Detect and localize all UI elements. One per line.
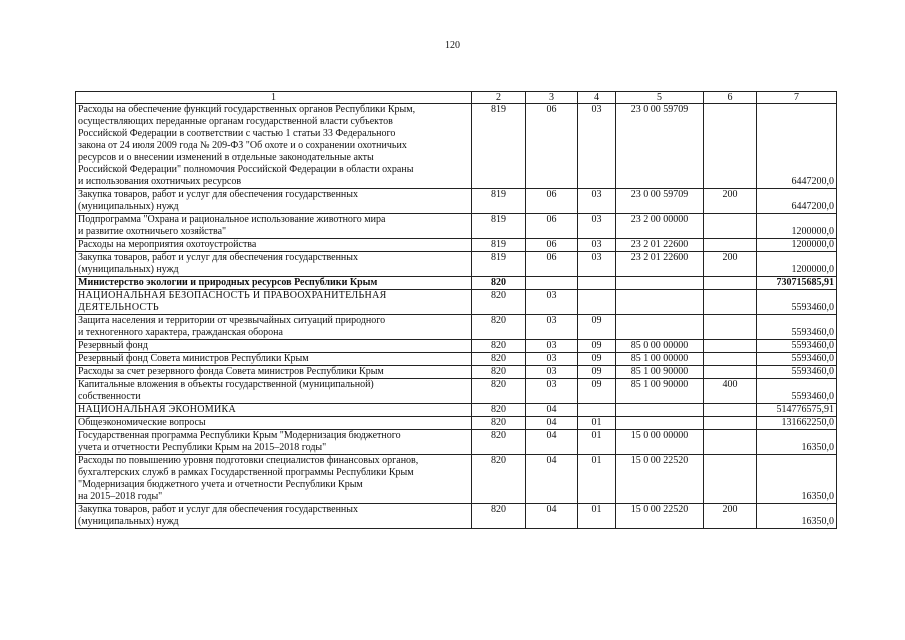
ministry-code: 820 bbox=[472, 315, 526, 340]
header-cell: 7 bbox=[757, 92, 837, 104]
table-row bbox=[76, 379, 837, 404]
header-cell: 1 bbox=[76, 92, 472, 104]
section-code: 03 bbox=[526, 340, 578, 353]
description-line: Государственная программа Республики Крым "Модернизация бюджетного bbox=[78, 430, 401, 441]
table-row bbox=[76, 417, 837, 430]
description-line: Защита населения и территории от чрезвычайных ситуаций природного bbox=[78, 315, 386, 326]
ministry-code: 819 bbox=[472, 189, 526, 214]
ministry-code: 819 bbox=[472, 252, 526, 277]
row-description bbox=[76, 379, 472, 404]
description-line: Расходы на обеспечение функций государственных органов Республики Крым, bbox=[78, 104, 416, 115]
table-row bbox=[76, 252, 837, 277]
ministry-code: 820 bbox=[472, 504, 526, 529]
row-description bbox=[76, 290, 472, 315]
description-line: Закупка товаров, работ и услуг для обеспечения государственных bbox=[78, 189, 359, 200]
subsection-code: 03 bbox=[578, 214, 616, 239]
description-line: НАЦИОНАЛЬНАЯ БЕЗОПАСНОСТЬ И ПРАВООХРАНИТЕЛЬНАЯ bbox=[78, 290, 387, 301]
amount: 5593460,0 bbox=[757, 290, 837, 315]
table-row bbox=[76, 104, 837, 189]
amount: 1200000,0 bbox=[757, 239, 837, 252]
section-code: 03 bbox=[526, 315, 578, 340]
row-description bbox=[76, 315, 472, 340]
table-row bbox=[76, 430, 837, 455]
subsection-code: 09 bbox=[578, 353, 616, 366]
section-code: 06 bbox=[526, 214, 578, 239]
target-article-code bbox=[616, 290, 704, 315]
budget-table bbox=[75, 91, 837, 529]
row-description bbox=[76, 417, 472, 430]
table-row bbox=[76, 214, 837, 239]
expense-type-code: 200 bbox=[704, 504, 757, 529]
subsection-code: 01 bbox=[578, 417, 616, 430]
section-code: 06 bbox=[526, 252, 578, 277]
subsection-code: 03 bbox=[578, 252, 616, 277]
ministry-code: 820 bbox=[472, 417, 526, 430]
amount: 1200000,0 bbox=[757, 252, 837, 277]
subsection-code bbox=[578, 277, 616, 290]
expense-type-code: 400 bbox=[704, 379, 757, 404]
subsection-code: 09 bbox=[578, 379, 616, 404]
description-line: учета и отчетности Республики Крым на 2015–2018 годы" bbox=[78, 442, 327, 453]
description-line: (муниципальных) нужд bbox=[78, 201, 179, 212]
expense-type-code bbox=[704, 315, 757, 340]
row-description bbox=[76, 252, 472, 277]
table-header-row bbox=[76, 92, 837, 104]
expense-type-code bbox=[704, 417, 757, 430]
subsection-code bbox=[578, 404, 616, 417]
amount: 1200000,0 bbox=[757, 214, 837, 239]
expense-type-code bbox=[704, 277, 757, 290]
table-row bbox=[76, 504, 837, 529]
description-line: бухгалтерских служб в рамках Государственной программы Республики Крым bbox=[78, 467, 414, 478]
description-line: НАЦИОНАЛЬНАЯ ЭКОНОМИКА bbox=[78, 404, 236, 415]
row-description bbox=[76, 340, 472, 353]
section-code: 04 bbox=[526, 430, 578, 455]
target-article-code bbox=[616, 277, 704, 290]
target-article-code: 85 1 00 00000 bbox=[616, 353, 704, 366]
description-line: Капитальные вложения в объекты государственной (муниципальной) bbox=[78, 379, 374, 390]
expense-type-code: 200 bbox=[704, 252, 757, 277]
subsection-code: 09 bbox=[578, 315, 616, 340]
description-line: и техногенного характера, гражданская оборона bbox=[78, 327, 283, 338]
ministry-code: 820 bbox=[472, 430, 526, 455]
description-line: "Модернизация бюджетного учета и отчетности Республики Крым bbox=[78, 479, 363, 490]
description-line: Закупка товаров, работ и услуг для обеспечения государственных bbox=[78, 504, 359, 515]
ministry-code: 820 bbox=[472, 455, 526, 504]
row-description bbox=[76, 404, 472, 417]
amount: 5593460,0 bbox=[757, 366, 837, 379]
ministry-code: 820 bbox=[472, 404, 526, 417]
description-line: Министерство экологии и природных ресурсов Республики Крым bbox=[78, 277, 378, 288]
target-article-code: 23 0 00 59709 bbox=[616, 189, 704, 214]
target-article-code: 85 1 00 90000 bbox=[616, 366, 704, 379]
section-code: 04 bbox=[526, 455, 578, 504]
expense-type-code: 200 bbox=[704, 189, 757, 214]
amount: 514776575,91 bbox=[757, 404, 837, 417]
section-code: 04 bbox=[526, 417, 578, 430]
description-line: собственности bbox=[78, 391, 141, 402]
expense-type-code bbox=[704, 455, 757, 504]
ministry-code: 820 bbox=[472, 379, 526, 404]
subsection-code: 09 bbox=[578, 366, 616, 379]
description-line: и использования охотничьих ресурсов bbox=[78, 176, 242, 187]
description-line: Российской Федерации в соответствии с частью 1 статьи 33 Федерального bbox=[78, 128, 396, 139]
header-cell: 2 bbox=[472, 92, 526, 104]
row-description bbox=[76, 455, 472, 504]
amount: 5593460,0 bbox=[757, 340, 837, 353]
amount: 6447200,0 bbox=[757, 189, 837, 214]
table-row bbox=[76, 315, 837, 340]
amount: 16350,0 bbox=[757, 455, 837, 504]
target-article-code: 85 1 00 90000 bbox=[616, 379, 704, 404]
expense-type-code bbox=[704, 239, 757, 252]
subsection-code: 01 bbox=[578, 455, 616, 504]
description-line: ДЕЯТЕЛЬНОСТЬ bbox=[78, 302, 159, 313]
subsection-code: 09 bbox=[578, 340, 616, 353]
table-row bbox=[76, 366, 837, 379]
table-row bbox=[76, 277, 837, 290]
section-code: 03 bbox=[526, 366, 578, 379]
page-number: 120 bbox=[445, 40, 460, 51]
amount: 730715685,91 bbox=[757, 277, 837, 290]
ministry-code: 820 bbox=[472, 366, 526, 379]
ministry-code: 820 bbox=[472, 340, 526, 353]
table-row bbox=[76, 340, 837, 353]
section-code: 06 bbox=[526, 104, 578, 189]
row-description bbox=[76, 104, 472, 189]
ministry-code: 819 bbox=[472, 239, 526, 252]
expense-type-code bbox=[704, 290, 757, 315]
ministry-code: 819 bbox=[472, 214, 526, 239]
ministry-code: 820 bbox=[472, 290, 526, 315]
subsection-code: 03 bbox=[578, 189, 616, 214]
row-description bbox=[76, 189, 472, 214]
target-article-code bbox=[616, 417, 704, 430]
section-code: 04 bbox=[526, 404, 578, 417]
row-description bbox=[76, 366, 472, 379]
target-article-code: 23 2 01 22600 bbox=[616, 239, 704, 252]
expense-type-code bbox=[704, 353, 757, 366]
expense-type-code bbox=[704, 340, 757, 353]
ministry-code: 820 bbox=[472, 353, 526, 366]
row-description bbox=[76, 277, 472, 290]
section-code: 06 bbox=[526, 239, 578, 252]
table-row bbox=[76, 404, 837, 417]
expense-type-code bbox=[704, 214, 757, 239]
description-line: Подпрограмма "Охрана и рациональное использование животного мира bbox=[78, 214, 386, 225]
description-line: осуществляющих переданные органам государственной власти субъектов bbox=[78, 116, 393, 127]
header-cell: 5 bbox=[616, 92, 704, 104]
target-article-code bbox=[616, 404, 704, 417]
target-article-code: 15 0 00 22520 bbox=[616, 504, 704, 529]
expense-type-code bbox=[704, 366, 757, 379]
subsection-code: 03 bbox=[578, 104, 616, 189]
row-description bbox=[76, 430, 472, 455]
amount: 5593460,0 bbox=[757, 353, 837, 366]
subsection-code: 01 bbox=[578, 430, 616, 455]
row-description bbox=[76, 214, 472, 239]
header-cell: 4 bbox=[578, 92, 616, 104]
target-article-code: 15 0 00 00000 bbox=[616, 430, 704, 455]
amount: 131662250,0 bbox=[757, 417, 837, 430]
section-code: 06 bbox=[526, 189, 578, 214]
ministry-code: 819 bbox=[472, 104, 526, 189]
table-row bbox=[76, 455, 837, 504]
description-line: (муниципальных) нужд bbox=[78, 264, 179, 275]
target-article-code: 23 2 00 00000 bbox=[616, 214, 704, 239]
description-line: ресурсов и о внесении изменений в отдельные законодательные акты bbox=[78, 152, 374, 163]
table-row bbox=[76, 290, 837, 315]
subsection-code bbox=[578, 290, 616, 315]
target-article-code: 23 2 01 22600 bbox=[616, 252, 704, 277]
target-article-code: 23 0 00 59709 bbox=[616, 104, 704, 189]
target-article-code: 15 0 00 22520 bbox=[616, 455, 704, 504]
target-article-code bbox=[616, 315, 704, 340]
ministry-code: 820 bbox=[472, 277, 526, 290]
description-line: Российской Федерации" полномочия Российской Федерации в области охраны bbox=[78, 164, 414, 175]
amount: 5593460,0 bbox=[757, 379, 837, 404]
table-row bbox=[76, 353, 837, 366]
description-line: Расходы за счет резервного фонда Совета министров Республики Крым bbox=[78, 366, 384, 377]
description-line: Расходы по повышению уровня подготовки специалистов финансовых органов, bbox=[78, 455, 419, 466]
amount: 5593460,0 bbox=[757, 315, 837, 340]
table-row bbox=[76, 239, 837, 252]
expense-type-code bbox=[704, 430, 757, 455]
section-code: 03 bbox=[526, 353, 578, 366]
section-code: 04 bbox=[526, 504, 578, 529]
description-line: и развитие охотничьего хозяйства" bbox=[78, 226, 227, 237]
description-line: Резервный фонд bbox=[78, 340, 148, 351]
amount: 6447200,0 bbox=[757, 104, 837, 189]
amount: 16350,0 bbox=[757, 504, 837, 529]
description-line: Общеэкономические вопросы bbox=[78, 417, 206, 428]
row-description bbox=[76, 504, 472, 529]
subsection-code: 03 bbox=[578, 239, 616, 252]
row-description bbox=[76, 353, 472, 366]
description-line: (муниципальных) нужд bbox=[78, 516, 179, 527]
description-line: Резервный фонд Совета министров Республики Крым bbox=[78, 353, 309, 364]
expense-type-code bbox=[704, 404, 757, 417]
header-cell: 3 bbox=[526, 92, 578, 104]
description-line: закона от 24 июля 2009 года № 209-ФЗ "Об охоте и о сохранении охотничьих bbox=[78, 140, 407, 151]
section-code bbox=[526, 277, 578, 290]
section-code: 03 bbox=[526, 290, 578, 315]
amount: 16350,0 bbox=[757, 430, 837, 455]
target-article-code: 85 0 00 00000 bbox=[616, 340, 704, 353]
description-line: Закупка товаров, работ и услуг для обеспечения государственных bbox=[78, 252, 359, 263]
table-row bbox=[76, 189, 837, 214]
row-description bbox=[76, 239, 472, 252]
subsection-code: 01 bbox=[578, 504, 616, 529]
description-line: на 2015–2018 годы" bbox=[78, 491, 163, 502]
header-cell: 6 bbox=[704, 92, 757, 104]
section-code: 03 bbox=[526, 379, 578, 404]
expense-type-code bbox=[704, 104, 757, 189]
description-line: Расходы на мероприятия охотоустройства bbox=[78, 239, 257, 250]
